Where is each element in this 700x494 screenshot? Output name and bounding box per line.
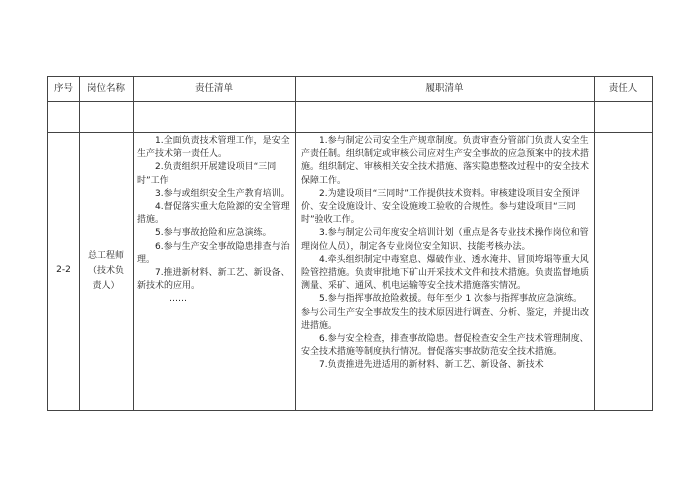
duty-item: 6.参与安全检查，排查事故隐患。督促检查安全生产技术管理制度、安全技术措施等制度执行情况。督促落实事故防范安全技术措施。	[301, 334, 589, 358]
responsibility-item: 2.负责组织开展建设项目“三同时”工作	[137, 162, 277, 186]
col-divider	[295, 77, 296, 410]
responsibility-item: 7.推进新材料、新工艺、新设备、新技术的应用。	[137, 268, 290, 292]
row-position-text: 总工程师（技术负责人）	[87, 250, 124, 291]
duty-list	[301, 135, 591, 373]
responsibility-item: 5.参与事故抢险和应急演练。	[155, 228, 272, 239]
duty-item: 2.为建设项目“三同时”工作提供技术资料。审核建设项目安全预评价、安全设施设计、安全设施竣工验收的合规性。参与建设项目“三同时”验收工作。	[301, 188, 580, 226]
responsibility-item: 3.参与或组织安全生产教育培训。	[155, 188, 290, 199]
responsibility-item: 1.全面负责技术管理工作，是安全生产技术第一责任人。	[137, 136, 290, 160]
header-responsibilities: 责任清单	[194, 83, 233, 94]
row-position	[79, 132, 133, 410]
responsibility-item: 4.督促落实重大危险源的安全管理措施。	[137, 202, 290, 226]
col-divider	[594, 77, 595, 410]
duty-item: 7.负责推进先进适用的新材料、新工艺、新设备、新技术	[319, 360, 544, 371]
responsibility-list	[137, 135, 295, 307]
header-owner: 责任人	[608, 83, 638, 94]
duty-item: 1.参与制定公司安全生产规章制度。负责审查分管部门负责人安全生产责任制。组织制定或审核公司应对生产安全事故的应急预案中的技术措施。组织制定、审核相关安全技术措施、落实隐患整改过程中的安全技术保障工作。	[301, 136, 590, 186]
row-divider	[48, 132, 652, 133]
responsibility-ellipsis: ……	[169, 294, 187, 305]
header-position: 岗位名称	[86, 83, 125, 94]
responsibility-item: 6.参与生产安全事故隐患排查与治理。	[137, 241, 290, 265]
duty-item: 4.牵头组织制定中毒窒息、爆破作业、透水淹井、冒顶垮塌等重大风险管控措施。负责审批地下矿山开采技术文件和技术措施。负责监督地质测量、采矿、通风、机电运输等安全技术措施落实情况。	[301, 254, 590, 292]
col-divider	[133, 77, 134, 410]
header-seq: 序号	[53, 83, 73, 94]
duty-item: 5.参与指挥事故抢险救援。每年至少 1 次参与指挥事故应急演练。参与公司生产安全事故发生的技术原因进行调查、分析、鉴定，并提出改进措施。	[301, 294, 590, 331]
responsibility-table	[47, 76, 653, 411]
header-duties: 履职清单	[425, 83, 464, 94]
row-divider	[48, 101, 652, 102]
duty-item: 3.参与制定公司年度安全培训计划（重点是各专业技术操作岗位和管理岗位人员），制定各专业岗位安全知识、技能考核办法。	[301, 228, 589, 252]
row-seq: 2-2	[56, 265, 71, 276]
